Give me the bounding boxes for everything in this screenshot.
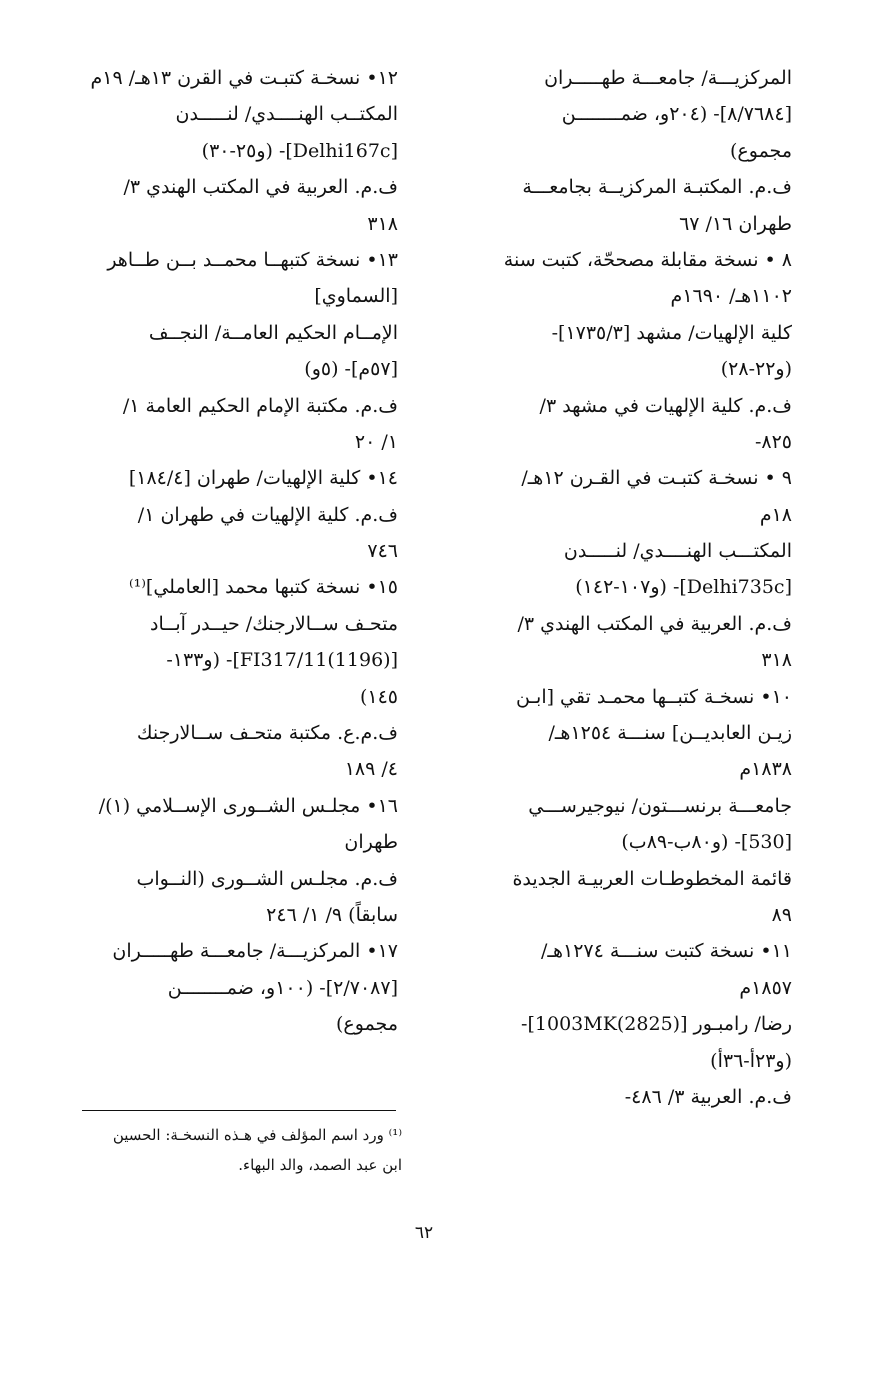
- text-line: ١١٠٢هـ/ ١٦٩٠م: [670, 285, 792, 308]
- text-line: سابقاً) ٩/ ١/ ٢٤٦: [266, 903, 398, 926]
- right-column: [440, 60, 792, 1115]
- text-line: ف.م. العربية في المكتب الهندي ٣/: [517, 612, 792, 635]
- text-line: المكتــب الهنــــدي/ لنـــــدن: [175, 103, 398, 126]
- left-column: [48, 60, 398, 1043]
- entry-line: ١٢• نسخـة كتبـت في القرن ١٣هـ/ ١٩م: [90, 67, 398, 89]
- text-line: طهران ١٦/ ٦٧: [679, 212, 792, 235]
- text-line: طهران: [344, 831, 398, 854]
- text-line: ١/ ٢٠: [354, 430, 398, 453]
- text-line: الإمــام الحكيم العامــة/ النجــف: [148, 321, 398, 344]
- text-line: ٣١٨: [761, 649, 792, 672]
- text-line: جامعـــة برنســـتون/ نيوجيرســـي: [528, 794, 792, 817]
- footnote-line: ⁽¹⁾ ورد اسم المؤلف في هـذه النسخـة: الحسين: [112, 1126, 402, 1144]
- text-line: ف.م. العربية في المكتب الهندي ٣/: [123, 176, 398, 199]
- entry-line: ١٥• نسخة كتبها محمد [العاملي]⁽¹⁾: [128, 576, 398, 599]
- entry-line: ١٦• مجلـس الشــورى الإســلامي (١)/: [98, 794, 398, 817]
- entry-line: ١٠• نسخـة كتبــها محمـد تقي [ابـن: [516, 685, 792, 708]
- text-line: [530]- (و٨٠ب-٨٩ب): [621, 831, 792, 854]
- text-line: ف.م. مكتبة الإمام الحكيم العامة ١/: [122, 394, 398, 417]
- text-line: [۸/۷٦۸٤]- (۲۰٤و، ضمــــــــن: [561, 103, 792, 126]
- footnotes: [40, 1120, 402, 1180]
- text-line: كلية الإلهيات/ مشهد [١٧٣٥/٣]-: [551, 321, 792, 344]
- text-line: المكتـــب الهنــــدي/ لنـــــدن: [563, 540, 792, 563]
- entry-line: ٨ • نسخة مقابلة مصححّة، كتبت سنة: [503, 248, 792, 271]
- entry-line: ١٤• كلية الإلهيات/ طهران [١٨٤/٤]: [128, 467, 398, 490]
- text-line: مجموع): [336, 1013, 398, 1036]
- footnote-line: ابن عبد الصمد، والد البهاء.: [238, 1156, 402, 1174]
- text-line: [السماوي]: [314, 285, 398, 308]
- text-line: [FI317/11(1196)]- (و١٣٣-: [166, 649, 398, 672]
- text-line: (و٢٣أ-٣٦أ): [710, 1049, 792, 1072]
- footnote-divider: [82, 1110, 396, 1111]
- text-line: ٤/ ١٨٩: [344, 758, 398, 781]
- text-line: ف.م. العربية ٣/ ٤٨٦-: [624, 1085, 792, 1108]
- text-line: [٥٧م]- (٥و): [304, 358, 398, 381]
- text-line: ١٨٥٧م: [739, 976, 792, 999]
- text-line: زيـن العابديــن] سنـــة ١٢٥٤هـ/: [548, 722, 792, 745]
- text-line: متحـف ســالارجنك/ حيــدر آبــاد: [150, 612, 398, 635]
- entry-line: ٩ • نسخـة كتبـت في القـرن ١٢هـ/: [521, 467, 792, 490]
- text-line: مجموع): [730, 139, 792, 162]
- text-line: المركزيـــة/ جامعـــة طهـــــران: [544, 67, 792, 89]
- text-line: قائمة المخطوطـات العربيـة الجديدة: [512, 867, 792, 890]
- text-line: ١٤٥): [359, 685, 398, 708]
- entry-line: ١٣• نسخة كتبهــا محمــد بــن طــاهر: [107, 248, 398, 271]
- text-line: ف.م. مجلـس الشــورى (النــواب: [136, 867, 398, 890]
- text-line: (و٢٢-٢٨): [720, 358, 792, 381]
- text-line: ف.م. المكتبـة المركزيــة بجامعـــة: [522, 176, 792, 199]
- text-line: ٨٩: [771, 903, 792, 926]
- text-line: [Delhi735c]- (و١٠٧-١٤٢): [575, 576, 792, 599]
- text-line: [٢/٧٠٨٧]- (١٠٠و، ضمــــــــن: [167, 976, 398, 999]
- text-line: ف.م. كلية الإلهيات في طهران ١/: [137, 503, 398, 526]
- text-line: رضا/ رامبـور [1003MK(2825)]-: [521, 1013, 792, 1036]
- entry-line: ١١• نسخة كتبت سنـــة ١٢٧٤هـ/: [540, 940, 792, 963]
- entry-line: ١٧• المركزيـــة/ جامعـــة طهـــــران: [112, 940, 398, 963]
- text-line: [Delhi167c]- (و٢٥-٣٠): [201, 139, 398, 162]
- text-line: ف.م.ع. مكتبة متحـف ســالارجنك: [136, 722, 398, 745]
- text-line: ٣١٨: [367, 212, 398, 235]
- text-line: ف.م. كلية الإلهيات في مشهد ٣/: [539, 394, 792, 417]
- text-line: ١٨م: [759, 503, 792, 526]
- page-number: ٦٢: [414, 1223, 434, 1243]
- text-line: ٧٤٦: [367, 540, 398, 563]
- text-line: ٨٢٥-: [754, 430, 792, 453]
- text-line: ١٨٣٨م: [739, 758, 792, 781]
